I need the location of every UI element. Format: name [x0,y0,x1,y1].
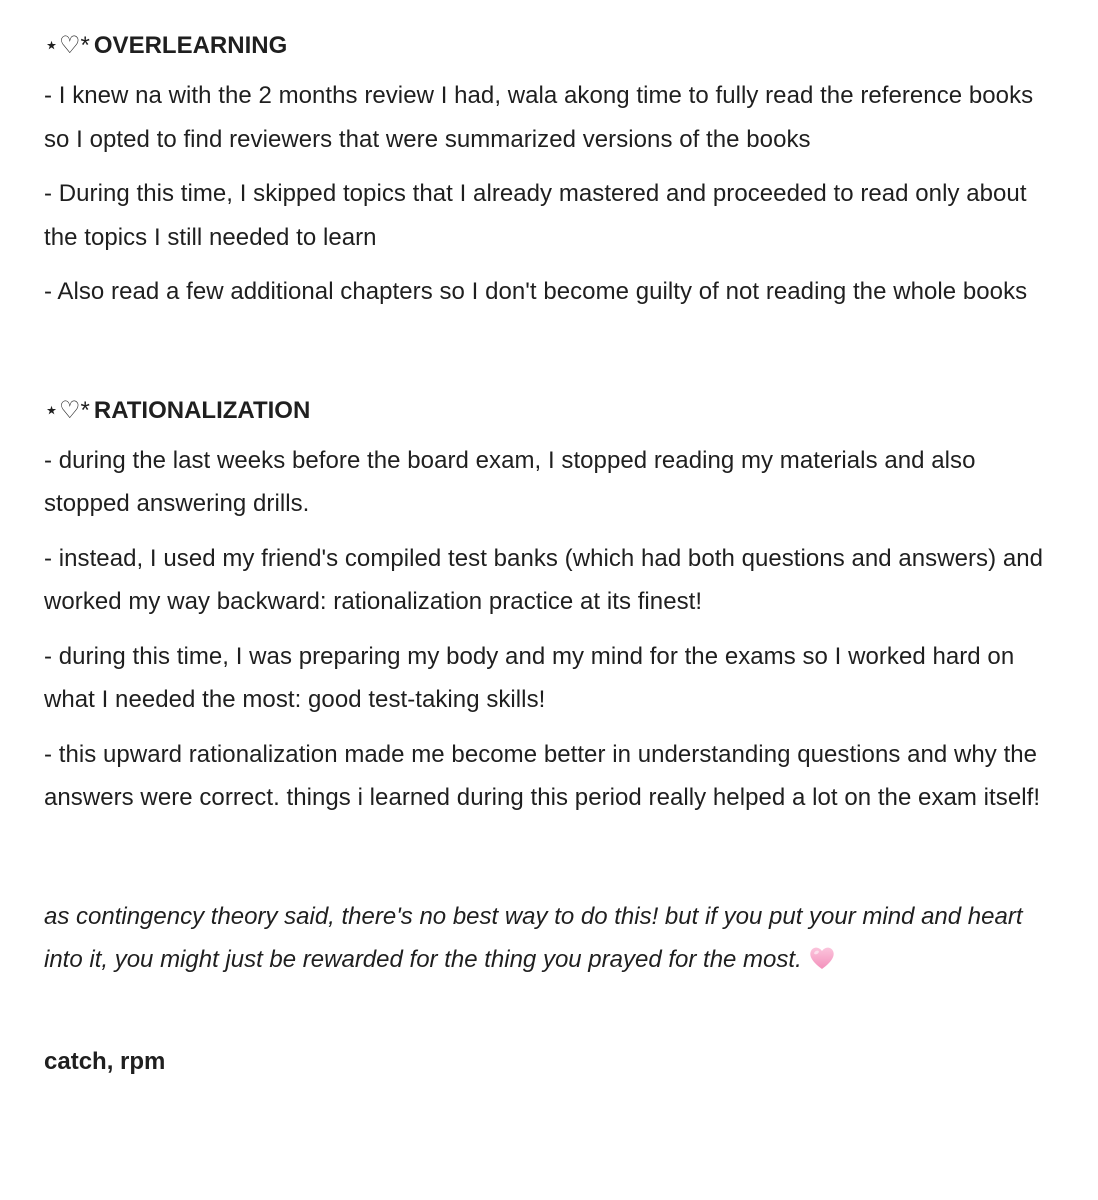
heart-deco-icon: ⋆♡* [44,32,90,59]
list-item: - during the last weeks before the board exam, I stopped reading my materials and also stopped answering drills. [44,446,976,517]
list-item: - this upward rationalization made me become better in understanding questions and why the answers were correct. things i learned during this period really helped a lot on the exam itself! [44,740,1041,811]
section-title: RATIONALIZATION [93,396,311,424]
heart-deco-icon: ⋆♡* [44,396,90,424]
list-item: - I knew na with the 2 months review I had, wala akong time to fully read the reference books so I opted to find reviewers that were summarized versions of the books [44,82,1034,153]
section-heading-rationalization [44,389,1054,432]
closing-text: as contingency theory said, there's no best way to do this! but if you put your mind and heart into it, you might just be rewarded for the thing you prayed for the most. [44,902,1023,973]
list-item: - Also read a few additional chapters so I don't become guilty of not reading the whole books [44,278,1028,305]
pink-heart-icon [808,942,836,986]
section-title: OVERLEARNING [93,32,288,59]
section-heading-overlearning [44,24,1054,67]
list-item: - during this time, I was preparing my body and my mind for the exams so I worked hard on what I needed the most: good test-taking skills! [44,642,1015,713]
list-item: - During this time, I skipped topics that I already mastered and proceeded to read only about the topics I still needed to learn [44,180,1027,251]
document-body [44,24,1054,1083]
closing-quote [44,895,1054,986]
signoff: catch, rpm [44,1047,166,1075]
list-item: - instead, I used my friend's compiled test banks (which had both questions and answers) and worked my way backward: rationalization practice at its finest! [44,544,1044,615]
